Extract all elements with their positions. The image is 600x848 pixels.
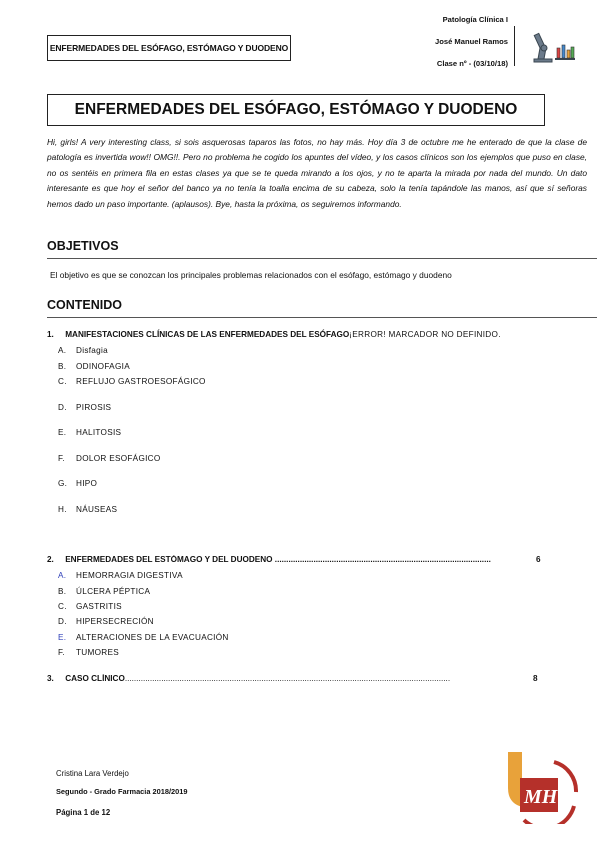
toc-section-1[interactable]: 1. MANIFESTACIONES CLÍNICAS DE LAS ENFERMEDADES DEL ESÓFAGO¡ERROR! MARCADOR NO DEFINIDO. — [47, 330, 501, 339]
toc-section-3-dots: ............................................................................................................................................... — [124, 674, 451, 683]
university-logo-icon — [504, 748, 580, 824]
header-course: Patología Clínica I — [442, 15, 508, 24]
toc-section-1-title: MANIFESTACIONES CLÍNICAS DE LAS ENFERMEDADES DEL ESÓFAGO — [65, 330, 350, 339]
toc-item-1c[interactable]: C. REFLUJO GASTROESOFÁGICO — [58, 377, 206, 386]
objetivos-text: El objetivo es que se conozcan los principales problemas relacionados con el esófago, estómago y duodeno — [50, 270, 452, 280]
toc-item-2b[interactable]: B. ÚLCERA PÉPTICA — [58, 587, 151, 596]
toc-item-2f[interactable]: F. TUMORES — [58, 648, 120, 657]
toc-item-1h[interactable]: H. NÁUSEAS — [58, 505, 118, 514]
svg-text:MH: MH — [524, 786, 558, 808]
contenido-heading: CONTENIDO — [47, 298, 122, 312]
footer-course-info: Segundo - Grado Farmacia 2018/2019 — [56, 787, 188, 796]
header-class-number: Clase nº - (03/10/18) — [436, 59, 508, 68]
toc-item-2d[interactable]: D. HIPERSECRECIÓN — [58, 617, 154, 626]
contenido-rule — [47, 317, 597, 318]
toc-section-3-page: 8 — [533, 674, 538, 683]
toc-item-1b[interactable]: B. ODINOFAGIA — [58, 362, 130, 371]
document-title: ENFERMEDADES DEL ESÓFAGO, ESTÓMAGO Y DUODENO — [47, 94, 545, 126]
intro-paragraph: Hi, girls! A very interesting class, si sois asquerosas taparos las fotos, no hay más. Hoy día 3 de octubre me he enterado de que la clase de patología es invertida wow!! OMG!!. Pero no problema he cogido los apuntes del vídeo, y los casos clínicos son los ejemplos que puso en clase, no os sentéis en primera fila en estas clases ya que se te queda mirando a los ojos, y no te aparta la mirada por nada del mundo. Un dato interesante es que hoy el señor del banco ya no tenía la toalla encima de su cabeza, solo la tenía tapándole las manos, así que sí señoras hemos dado un paso importante. (aplausos). Bye, hasta la próxima, os seguiremos informando. — [47, 137, 587, 209]
toc-item-1e[interactable]: E. HALITOSIS — [58, 428, 122, 437]
toc-item-1g[interactable]: G. HIPO — [58, 479, 98, 488]
toc-item-1f[interactable]: F. DOLOR ESOFÁGICO — [58, 454, 161, 463]
toc-item-2e[interactable]: E. ALTERACIONES DE LA EVACUACIÓN — [58, 633, 229, 642]
toc-section-3[interactable]: 3. CASO CLÍNICO............................................................................................................................................... — [47, 674, 451, 683]
objetivos-rule — [47, 258, 597, 259]
header-divider — [514, 26, 515, 66]
toc-section-2-page: 6 — [536, 555, 541, 564]
toc-section-2-title: ENFERMEDADES DEL ESTÓMAGO Y DEL DUODENO — [65, 555, 273, 564]
footer-author: Cristina Lara Verdejo — [56, 769, 129, 778]
footer-page-label: Página 1 de 12 — [56, 808, 111, 817]
header-teacher: José Manuel Ramos — [434, 37, 508, 46]
toc-item-1d[interactable]: D. PIROSIS — [58, 403, 112, 412]
toc-item-2a[interactable]: A. HEMORRAGIA DIGESTIVA — [58, 571, 183, 580]
toc-section-2[interactable]: 2. ENFERMEDADES DEL ESTÓMAGO Y DEL DUODENO ............................................................................................... — [47, 555, 491, 564]
toc-section-2-dots: ............................................................................................... — [272, 555, 491, 564]
header-title-box: ENFERMEDADES DEL ESÓFAGO, ESTÓMAGO Y DUODENO — [47, 35, 291, 61]
toc-item-1a[interactable]: A. Disfagia — [58, 346, 108, 355]
microscope-icon — [526, 28, 578, 64]
toc-section-1-error: ¡ERROR! MARCADOR NO DEFINIDO. — [349, 330, 501, 339]
objetivos-heading: OBJETIVOS — [47, 239, 119, 253]
toc-item-2c[interactable]: C. GASTRITIS — [58, 602, 122, 611]
toc-section-3-title: CASO CLÍNICO — [65, 674, 125, 683]
